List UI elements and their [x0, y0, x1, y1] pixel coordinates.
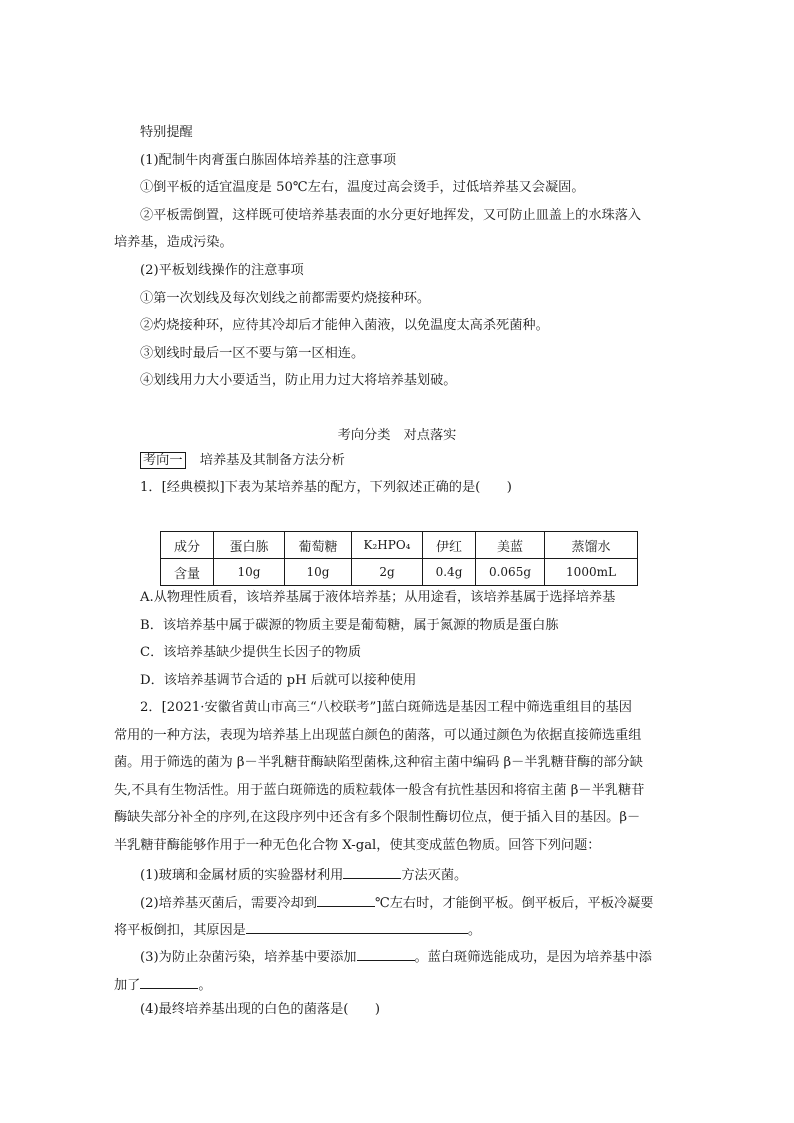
table-cell: 蛋白胨	[214, 532, 285, 559]
answer-blank[interactable]	[140, 974, 198, 989]
sq1-text-end: 方法灭菌。	[401, 868, 468, 883]
table-cell: K₂HPO₄	[352, 532, 423, 559]
recipe-table	[160, 531, 638, 586]
sq2-text: (2)培养基灭菌后，需要冷却到	[140, 896, 317, 911]
table-cell: 0.4g	[423, 559, 476, 586]
sq3-text-mid: 。蓝白斑筛选能成功，是因为培养基中添	[414, 950, 652, 965]
table-cell: 1000mL	[545, 559, 638, 586]
table-cell: 蒸馏水	[545, 532, 638, 559]
sq2-text-end: 。	[467, 923, 482, 938]
q1-option-c: C．该培养基缺少提供生长因子的物质	[140, 645, 362, 660]
sq1-text: (1)玻璃和金属材质的实验器材利用	[140, 868, 344, 883]
table-cell: 含量	[161, 559, 214, 586]
section-subtitle: 培养基及其制备方法分析	[199, 453, 345, 468]
q2-subquestion-3	[140, 946, 710, 967]
q1-option-b: B．该培养基中属于碳源的物质主要是葡萄糖，属于氮源的物质是蛋白胨	[140, 618, 559, 633]
sq2-text-cont: 将平板倒扣，其原因是	[114, 923, 246, 938]
table-cell: 美蓝	[476, 532, 545, 559]
tips-s2-item3: ③划线时最后一区不要与第一区相连。	[140, 346, 365, 361]
sq2-text-mid: ℃左右时，才能倒平板。倒平板后，平板冷凝要	[374, 896, 654, 911]
tips-s1-item1: ①倒平板的适宜温度是 50℃左右，温度过高会烫手，过低培养基又会凝固。	[140, 180, 585, 195]
tips-heading: 特别提醒	[140, 125, 193, 140]
table-cell: 0.065g	[476, 559, 545, 586]
answer-blank[interactable]	[357, 946, 415, 961]
table-row	[161, 559, 638, 586]
sq3-text: (3)为防止杂菌污染，培养基中要添加	[140, 950, 357, 965]
section-title: 考向分类 对点落实	[337, 428, 457, 443]
answer-blank[interactable]	[343, 864, 401, 879]
tips-s2-item2: ②灼烧接种环，应待其冷却后才能伸入菌液，以免温度太高杀死菌种。	[140, 318, 549, 333]
tips-s2-title: (2)平板划线操作的注意事项	[140, 263, 304, 278]
q2-subquestion-2-cont	[114, 919, 684, 940]
q2-paragraph-line: 常用的一种方法，表现为培养基上出现蓝白颜色的菌落，可以通过颜色为依据直接筛选重组	[114, 728, 642, 743]
q2-paragraph-line: 菌。用于筛选的菌为 β－半乳糖苷酶缺陷型菌株,这种宿主菌中编码 β－半乳糖苷酶的部分缺	[114, 755, 643, 770]
q1-option-d: D．该培养基调节合适的 pH 后就可以接种使用	[140, 673, 417, 688]
q2-subquestion-1	[140, 864, 710, 885]
q2-subquestion-4: (4)最终培养基出现的白色的菌落是( )	[140, 1002, 380, 1017]
q2-paragraph-line: 半乳糖苷酶能够作用于一种无色化合物 X-gal，使其变成蓝色物质。回答下列问题：	[114, 838, 601, 853]
answer-blank[interactable]	[246, 919, 468, 934]
tips-s1-title: (1)配制牛肉膏蛋白胨固体培养基的注意事项	[140, 153, 397, 168]
q1-stem: 1．[经典模拟]下表为某培养基的配方，下列叙述正确的是( )	[140, 480, 512, 495]
q1-option-a: A.从物理性质看，该培养基属于液体培养基；从用途看，该培养基属于选择培养基	[140, 590, 616, 605]
q2-subquestion-2	[140, 892, 710, 913]
tips-s2-item4: ④划线用力大小要适当，防止用力过大将培养基划破。	[140, 373, 457, 388]
table-cell: 10g	[214, 559, 285, 586]
tips-s1-item2-cont: 培养基，造成污染。	[114, 235, 233, 250]
tips-s2-item1: ①第一次划线及每次划线之前都需要灼烧接种环。	[140, 291, 431, 306]
q2-paragraph-line: 2．[2021·安徽省黄山市高三“八校联考”]蓝白斑筛选是基因工程中筛选重组目的基因	[140, 700, 632, 715]
table-cell: 2g	[352, 559, 423, 586]
table-cell: 葡萄糖	[285, 532, 352, 559]
q2-subquestion-3-cont	[114, 974, 684, 995]
q2-paragraph-line: 酶缺失部分补全的序列,在这段序列中还含有多个限制性酶切位点，便于插入目的基因。β－	[114, 810, 641, 825]
table-row	[161, 532, 638, 559]
table-cell: 成分	[161, 532, 214, 559]
table-cell: 10g	[285, 559, 352, 586]
section-tag: 考向一	[140, 452, 186, 469]
tips-s1-item2: ②平板需倒置，这样既可使培养基表面的水分更好地挥发，又可防止皿盖上的水珠落入	[140, 208, 642, 223]
sq3-text-cont: 加了	[114, 978, 141, 993]
sq3-text-end: 。	[198, 978, 212, 993]
section-subheading	[140, 452, 710, 470]
answer-blank[interactable]	[317, 892, 375, 907]
table-cell: 伊红	[423, 532, 476, 559]
q2-paragraph-line: 失,不具有生物活性。用于蓝白斑筛选的质粒载体一般含有抗性基因和将宿主菌 β－半乳糖苷	[114, 783, 645, 798]
